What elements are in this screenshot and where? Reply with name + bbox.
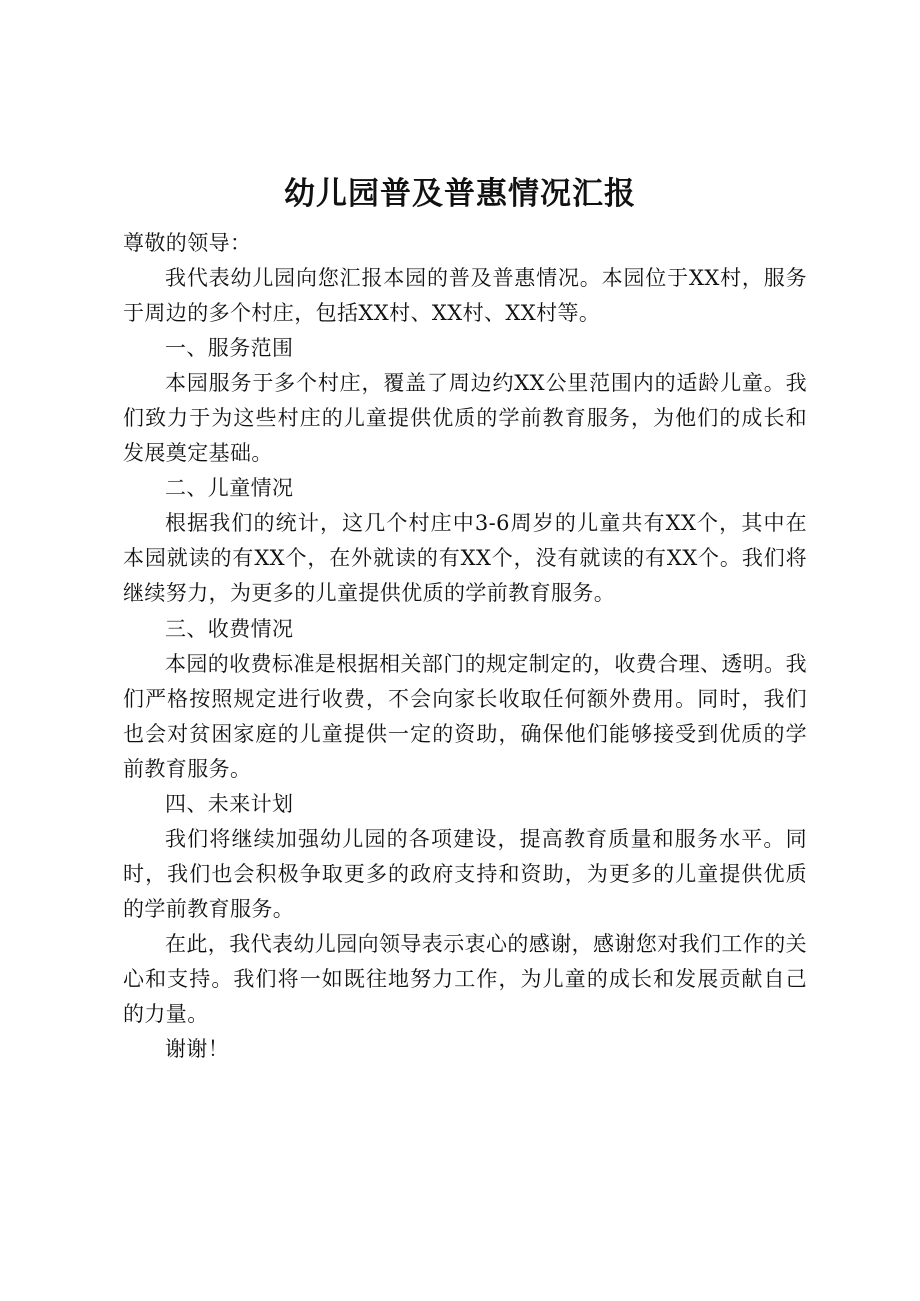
section-heading-service-scope: 一、服务范围 bbox=[165, 336, 294, 361]
intro-paragraph: 我代表幼儿园向您汇报本园的普及普惠情况。本园位于XX村，服务于周边的多个村庄，包括XX村、XX村、XX村等。 bbox=[123, 266, 807, 326]
section-paragraph-service-scope: 本园服务于多个村庄，覆盖了周边约XX公里范围内的适龄儿童。我们致力于为这些村庄的儿童提供优质的学前教育服务，为他们的成长和发展奠定基础。 bbox=[123, 371, 807, 466]
section-paragraph-children: 根据我们的统计，这几个村庄中3-6周岁的儿童共有XX个，其中在本园就读的有XX个，在外就读的有XX个，没有就读的有XX个。我们将继续努力，为更多的儿童提供优质的学前教育服务。 bbox=[123, 511, 807, 606]
section-paragraph-fees: 本园的收费标准是根据相关部门的规定制定的，收费合理、透明。我们严格按照规定进行收费，不会向家长收取任何额外费用。同时，我们也会对贫困家庭的儿童提供一定的资助，确保他们能够接受到优质的学前教育服务。 bbox=[123, 651, 807, 781]
document-body bbox=[123, 226, 807, 1067]
section-heading-fees: 三、收费情况 bbox=[165, 616, 294, 641]
salutation: 尊敬的领导： bbox=[123, 231, 252, 255]
document-title: 幼儿园普及普惠情况汇报 bbox=[284, 176, 636, 212]
section-heading-children: 二、儿童情况 bbox=[165, 476, 294, 501]
thanks-line: 谢谢！ bbox=[165, 1037, 230, 1062]
section-paragraph-future-plan: 我们将继续加强幼儿园的各项建设，提高教育质量和服务水平。同时，我们也会积极争取更多的政府支持和资助，为更多的儿童提供优质的学前教育服务。 bbox=[123, 826, 807, 921]
closing-paragraph: 在此，我代表幼儿园向领导表示衷心的感谢，感谢您对我们工作的关心和支持。我们将一如既往地努力工作，为儿童的成长和发展贡献自己的力量。 bbox=[123, 931, 807, 1026]
section-heading-future-plan: 四、未来计划 bbox=[165, 791, 294, 816]
